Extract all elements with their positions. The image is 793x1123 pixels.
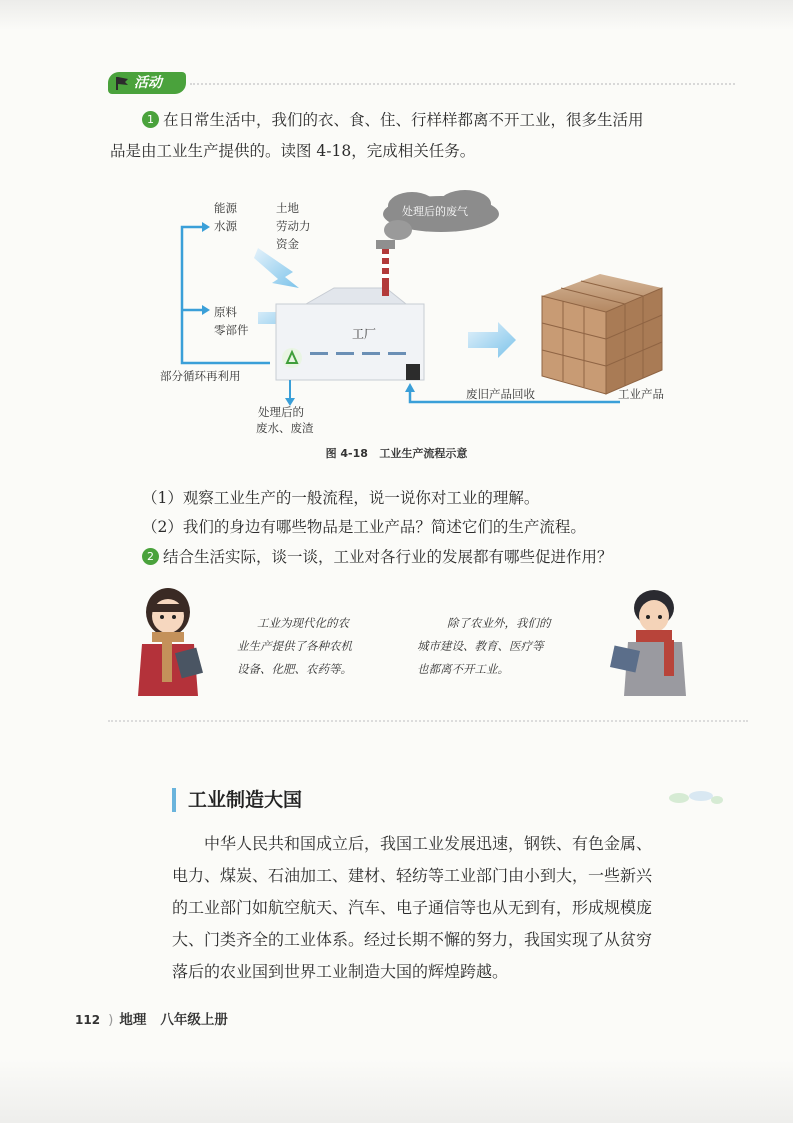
recycle-icon bbox=[282, 348, 302, 368]
speech-bubble-girl bbox=[237, 612, 397, 681]
figure-caption bbox=[0, 445, 793, 461]
bubble-left-line2: 业生产提供了各种农机 bbox=[237, 639, 352, 653]
paragraph-line-1: 中华人民共和国成立后，我国工业发展迅速，钢铁、有色金属、 bbox=[204, 834, 653, 853]
section-divider bbox=[108, 720, 748, 722]
world-map-icon bbox=[665, 788, 725, 808]
task1-number: 1 bbox=[142, 111, 159, 128]
label-recycle: 部分循环再利用 bbox=[160, 369, 241, 383]
label-waste-1: 处理后的 bbox=[258, 405, 304, 419]
question-1: （1）观察工业生产的一般流程，说一说你对工业的理解。 bbox=[142, 489, 540, 507]
label-factory: 工厂 bbox=[352, 327, 377, 341]
section-heading: 工业制造大国 bbox=[172, 788, 302, 812]
task1-line2: 品是由工业生产提供的。读图 4-18，完成相关任务。 bbox=[110, 142, 476, 160]
caption-number: 图 4-18 bbox=[325, 447, 368, 460]
question-2: （2）我们的身边有哪些物品是工业产品？简述它们的生产流程。 bbox=[142, 518, 586, 536]
task1-text-1: 在日常生活中，我们的衣、食、住、行样样都离不开工业，很多生活用 bbox=[163, 111, 644, 129]
boy-student-illustration bbox=[606, 584, 696, 700]
paragraph-line-5: 落后的农业国到世界工业制造大国的辉煌跨越。 bbox=[172, 962, 509, 981]
caption-text: 工业生产流程示意 bbox=[379, 447, 468, 460]
industrial-flow-diagram bbox=[150, 180, 690, 450]
page-footer bbox=[75, 1008, 228, 1028]
label-labor: 劳动力 bbox=[276, 219, 311, 233]
bubble-right-line1: 除了农业外，我们的 bbox=[447, 616, 551, 630]
label-raw-material: 原料 bbox=[214, 305, 237, 319]
label-land: 土地 bbox=[276, 201, 299, 215]
bubble-left-line3: 设备、化肥、农药等。 bbox=[237, 662, 352, 676]
speech-bubble-boy bbox=[417, 612, 577, 681]
task1-line1 bbox=[142, 108, 644, 130]
activity-badge-label: 活动 bbox=[134, 75, 162, 91]
task2-text: 结合生活实际，谈一谈，工业对各行业的发展都有哪些促进作用？ bbox=[163, 548, 613, 566]
product-boxes bbox=[542, 274, 662, 394]
scan-shadow-top bbox=[0, 0, 793, 30]
label-product: 工业产品 bbox=[618, 387, 664, 401]
scan-shadow-bottom bbox=[0, 1060, 793, 1123]
footer-grade: 八年级上册 bbox=[160, 1012, 228, 1028]
page-number: 112 bbox=[75, 1013, 101, 1027]
label-capital: 资金 bbox=[276, 237, 299, 251]
page-number-bracket-icon: ) bbox=[108, 1012, 114, 1028]
activity-badge bbox=[108, 72, 186, 94]
label-recovery: 废旧产品回收 bbox=[466, 387, 535, 401]
bubble-left-line1: 工业为现代化的农 bbox=[257, 616, 349, 630]
label-parts: 零部件 bbox=[214, 323, 249, 337]
footer-subject: 地理 bbox=[119, 1012, 147, 1028]
paragraph-line-4: 大、门类齐全的工业体系。经过长期不懈的努力，我国实现了从贫穷 bbox=[172, 930, 653, 949]
paragraph-line-3: 的工业部门如航空航天、汽车、电子通信等也从无到有，形成规模庞 bbox=[172, 898, 653, 917]
label-water: 水源 bbox=[214, 219, 237, 233]
section-paragraph bbox=[172, 828, 732, 988]
label-waste-2: 废水、废渣 bbox=[256, 421, 314, 435]
task2-number: 2 bbox=[142, 548, 159, 565]
bubble-right-line3: 也都离不开工业。 bbox=[417, 662, 509, 676]
bubble-right-line2: 城市建设、教育、医疗等 bbox=[417, 639, 544, 653]
girl-student-illustration bbox=[128, 584, 208, 700]
task2 bbox=[142, 545, 613, 567]
label-energy: 能源 bbox=[214, 201, 237, 215]
flag-icon bbox=[114, 75, 130, 91]
activity-divider bbox=[190, 83, 735, 85]
label-exhaust: 处理后的废气 bbox=[402, 205, 468, 218]
paragraph-line-2: 电力、煤炭、石油加工、建材、轻纺等工业部门由小到大，一些新兴 bbox=[172, 866, 653, 885]
